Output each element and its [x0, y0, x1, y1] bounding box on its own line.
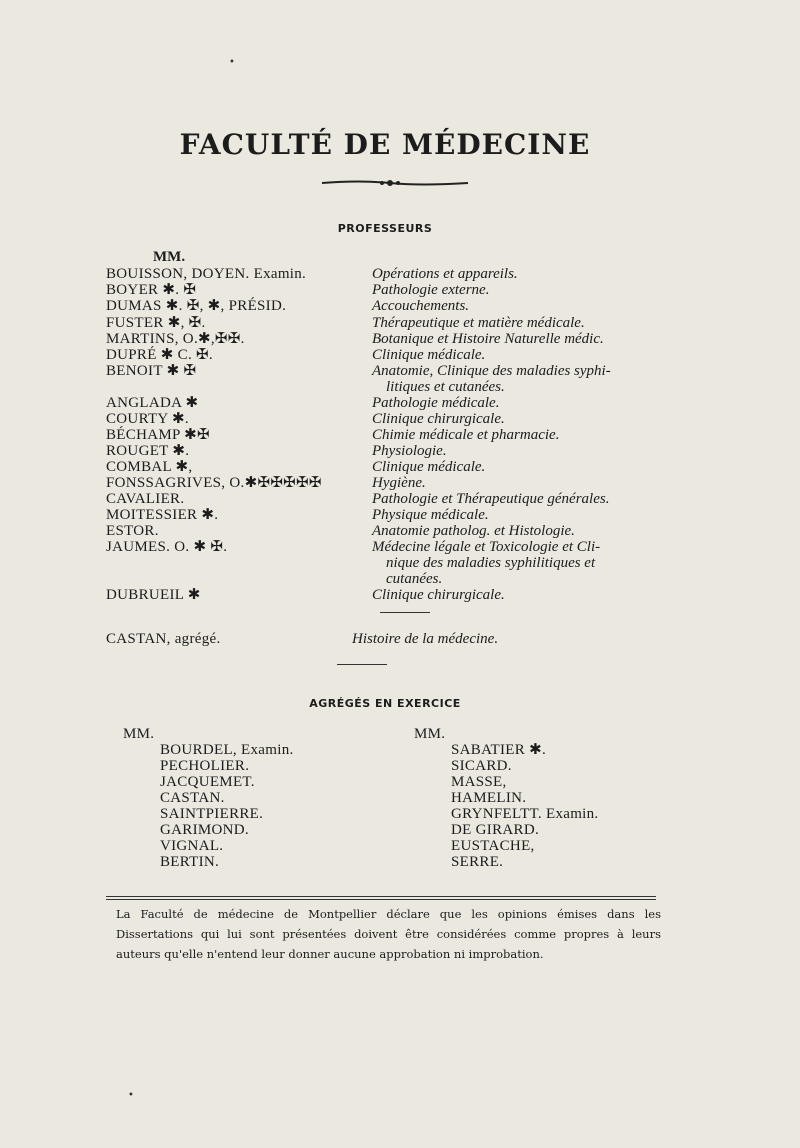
professor-name: DUPRÉ ✱ C. ✠.	[106, 347, 213, 363]
professor-name: MOITESSIER ✱.	[106, 507, 219, 523]
agrege-right-name: SICARD.	[451, 758, 512, 774]
professor-row	[0, 379, 800, 395]
professor-row	[0, 475, 800, 491]
castan-row	[0, 631, 800, 647]
agrege-right-name: HAMELIN.	[451, 790, 527, 806]
agrege-left-name: BERTIN.	[160, 854, 220, 870]
professor-row	[0, 395, 800, 411]
professor-row	[0, 282, 800, 298]
agreges-heading: AGRÉGÉS EN EXERCICE	[309, 697, 461, 710]
agreges-mm-left: MM.	[123, 726, 155, 742]
agrege-left-name: SAINTPIERRE.	[160, 806, 264, 822]
agrege-left-name: PECHOLIER.	[160, 758, 250, 774]
professor-row	[0, 491, 800, 507]
professor-row	[0, 507, 800, 523]
professor-row	[0, 315, 800, 331]
professor-row	[0, 266, 800, 282]
professor-name: COURTY ✱.	[106, 411, 189, 427]
print-mark: •	[128, 1090, 134, 1101]
professor-row	[0, 571, 800, 587]
professor-name: ANGLADA ✱	[106, 395, 199, 411]
professor-row	[0, 523, 800, 539]
agrege-right-name: SABATIER ✱.	[451, 742, 547, 758]
agrege-right-name: EUSTACHE,	[451, 838, 535, 854]
professor-name: FONSSAGRIVES, O.✱✠✠✠✠✠	[106, 475, 322, 491]
agreges-mm-right: MM.	[414, 726, 446, 742]
agrege-left-name: GARIMOND.	[160, 822, 249, 838]
professor-chair: Clinique chirurgicale.	[372, 411, 505, 427]
castan-name: CASTAN, agrégé.	[106, 631, 221, 647]
professor-name: JAUMES. O. ✱ ✠.	[106, 539, 228, 555]
professor-chair: Clinique médicale.	[372, 347, 486, 363]
professor-row	[0, 347, 800, 363]
ornament-divider-icon	[320, 178, 470, 188]
agrege-left-name: CASTAN.	[160, 790, 225, 806]
professor-chair: Anatomie patholog. et Histologie.	[372, 523, 575, 539]
agrege-left-name: BOURDEL, Examin.	[160, 742, 294, 758]
professor-row	[0, 587, 800, 603]
professor-name: MARTINS, O.✱,✠✠.	[106, 331, 245, 347]
agrege-right-name: DE GIRARD.	[451, 822, 539, 838]
professor-chair: Pathologie médicale.	[372, 395, 500, 411]
agrege-right-name: SERRE.	[451, 854, 504, 870]
professor-name: ESTOR.	[106, 523, 159, 539]
professors-heading: PROFESSEURS	[337, 222, 433, 235]
professor-name: FUSTER ✱, ✠.	[106, 315, 206, 331]
professor-chair: Clinique chirurgicale.	[372, 587, 505, 603]
footer-rule	[106, 899, 656, 900]
agrege-right-name: GRYNFELTT. Examin.	[451, 806, 599, 822]
page-title: FACULTÉ DE MÉDECINE	[179, 128, 591, 161]
professor-row	[0, 539, 800, 555]
footer-rule	[106, 896, 656, 897]
short-divider	[337, 664, 387, 665]
professor-row	[0, 555, 800, 571]
professor-chair: Thérapeutique et matière médicale.	[372, 315, 585, 331]
professor-row	[0, 459, 800, 475]
professor-chair: Anatomie, Clinique des maladies syphi-	[372, 363, 611, 379]
professor-name: BÉCHAMP ✱✠	[106, 427, 210, 443]
professor-name: COMBAL ✱,	[106, 459, 193, 475]
professor-chair: Pathologie externe.	[372, 282, 490, 298]
professor-chair: Chimie médicale et pharmacie.	[372, 427, 560, 443]
agrege-left-name: JACQUEMET.	[160, 774, 255, 790]
professor-row	[0, 298, 800, 314]
professor-chair: Opérations et appareils.	[372, 266, 518, 282]
professor-chair: Botanique et Histoire Naturelle médic.	[372, 331, 604, 347]
professor-name: DUBRUEIL ✱	[106, 587, 201, 603]
print-mark: •	[229, 57, 235, 68]
professor-row	[0, 363, 800, 379]
castan-chair: Histoire de la médecine.	[352, 631, 499, 647]
professor-chair: Hygiène.	[372, 475, 426, 491]
professor-row	[0, 443, 800, 459]
professor-row	[0, 331, 800, 347]
professor-chair: Physiologie.	[372, 443, 447, 459]
disclaimer-text: La Faculté de médecine de Montpellier déclare que les opinions émises dans les Dissertations qui lui sont présentées doivent être considérées comme propres à leurs auteurs qu'elle n'entend leur donner aucune approbation ni improbation.	[116, 907, 661, 961]
agrege-left-name: VIGNAL.	[160, 838, 224, 854]
professor-chair: nique des maladies syphilitiques et	[386, 555, 596, 571]
professor-name: BENOIT ✱ ✠	[106, 363, 197, 379]
professor-name: CAVALIER.	[106, 491, 185, 507]
short-divider	[380, 612, 430, 613]
professor-chair: Médecine légale et Toxicologie et Cli-	[372, 539, 601, 555]
disclaimer-note	[116, 904, 661, 964]
professor-name: BOYER ✱. ✠	[106, 282, 197, 298]
professor-name: DUMAS ✱. ✠, ✱, PRÉSID.	[106, 298, 287, 314]
professor-chair: Pathologie et Thérapeutique générales.	[372, 491, 610, 507]
professor-row	[0, 411, 800, 427]
professor-chair: cutanées.	[386, 571, 443, 587]
professor-chair: Accouchements.	[372, 298, 470, 314]
mm-label: MM.	[153, 249, 186, 265]
professor-chair: Physique médicale.	[372, 507, 489, 523]
professor-chair: litiques et cutanées.	[386, 379, 505, 395]
professor-name: ROUGET ✱.	[106, 443, 190, 459]
professor-row	[0, 427, 800, 443]
agrege-right-name: MASSE,	[451, 774, 507, 790]
professor-chair: Clinique médicale.	[372, 459, 486, 475]
professor-name: BOUISSON, DOYEN. Examin.	[106, 266, 307, 282]
